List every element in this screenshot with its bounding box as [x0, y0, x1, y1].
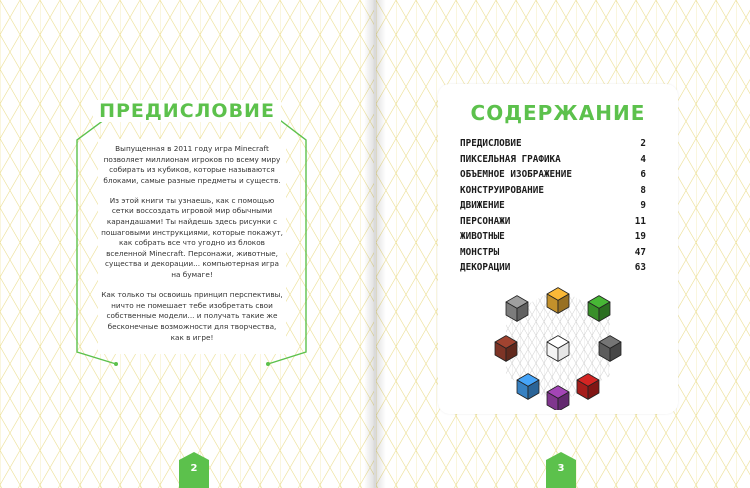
toc-item[interactable]: ЖИВОТНЫЕ 19 — [460, 231, 646, 242]
toc-item[interactable]: ПРЕДИСЛОВИЕ 2 — [460, 138, 646, 149]
toc-item[interactable]: КОНСТРУИРОВАНИЕ 8 — [460, 184, 646, 196]
cube-illustration — [472, 280, 644, 410]
toc-title: СОДЕРЖАНИЕ — [470, 101, 646, 125]
right-page — [376, 0, 750, 488]
toc-list — [460, 138, 646, 278]
toc-item[interactable]: МОНСТРЫ 47 — [460, 246, 646, 258]
foreword-paragraph-3: Как только ты освоишь принцип перспективы, ничто не помешает тебе изобретать свои собственные модели... и получать такие же бесконечные возможности для творчества, как в игре! — [101, 290, 283, 342]
foreword-paragraph-2: Из этой книги ты узнаешь, как с помощью сетки воссоздать игровой мир обычными карандашами! Ты найдешь здесь рисунки с пошаговыми инструкциями, которые покажут, как собрать все что угодно из блоков вселенной Minecraft. Персонажи, животные, существа и декорации... компьютерная игра на бумаге! — [101, 195, 283, 280]
toc-item[interactable]: ПЕРСОНАЖИ 11 — [460, 215, 646, 227]
toc-item[interactable]: ДЕКОРАЦИИ 63 — [460, 262, 646, 273]
book-gutter — [364, 0, 386, 488]
toc-item[interactable]: ПИКСЕЛЬНАЯ ГРАФИКА 4 — [460, 153, 646, 165]
left-page — [0, 0, 374, 488]
foreword-paragraph-1: Выпущенная в 2011 году игра Minecraft позволяет миллионам игроков по всему миру собирать из кубиков, которые называются блоками, самые разные предметы и существ. — [103, 144, 281, 185]
toc-item[interactable]: ДВИЖЕНИЕ 9 — [460, 200, 646, 211]
foreword-title: ПРЕДИСЛОВИЕ — [0, 100, 374, 122]
foreword-text — [100, 144, 284, 353]
page-number-right: 3 — [546, 452, 576, 488]
toc-item[interactable]: ОБЪЕМНОЕ ИЗОБРАЖЕНИЕ 6 — [460, 169, 646, 180]
page-number-left: 2 — [179, 452, 209, 488]
